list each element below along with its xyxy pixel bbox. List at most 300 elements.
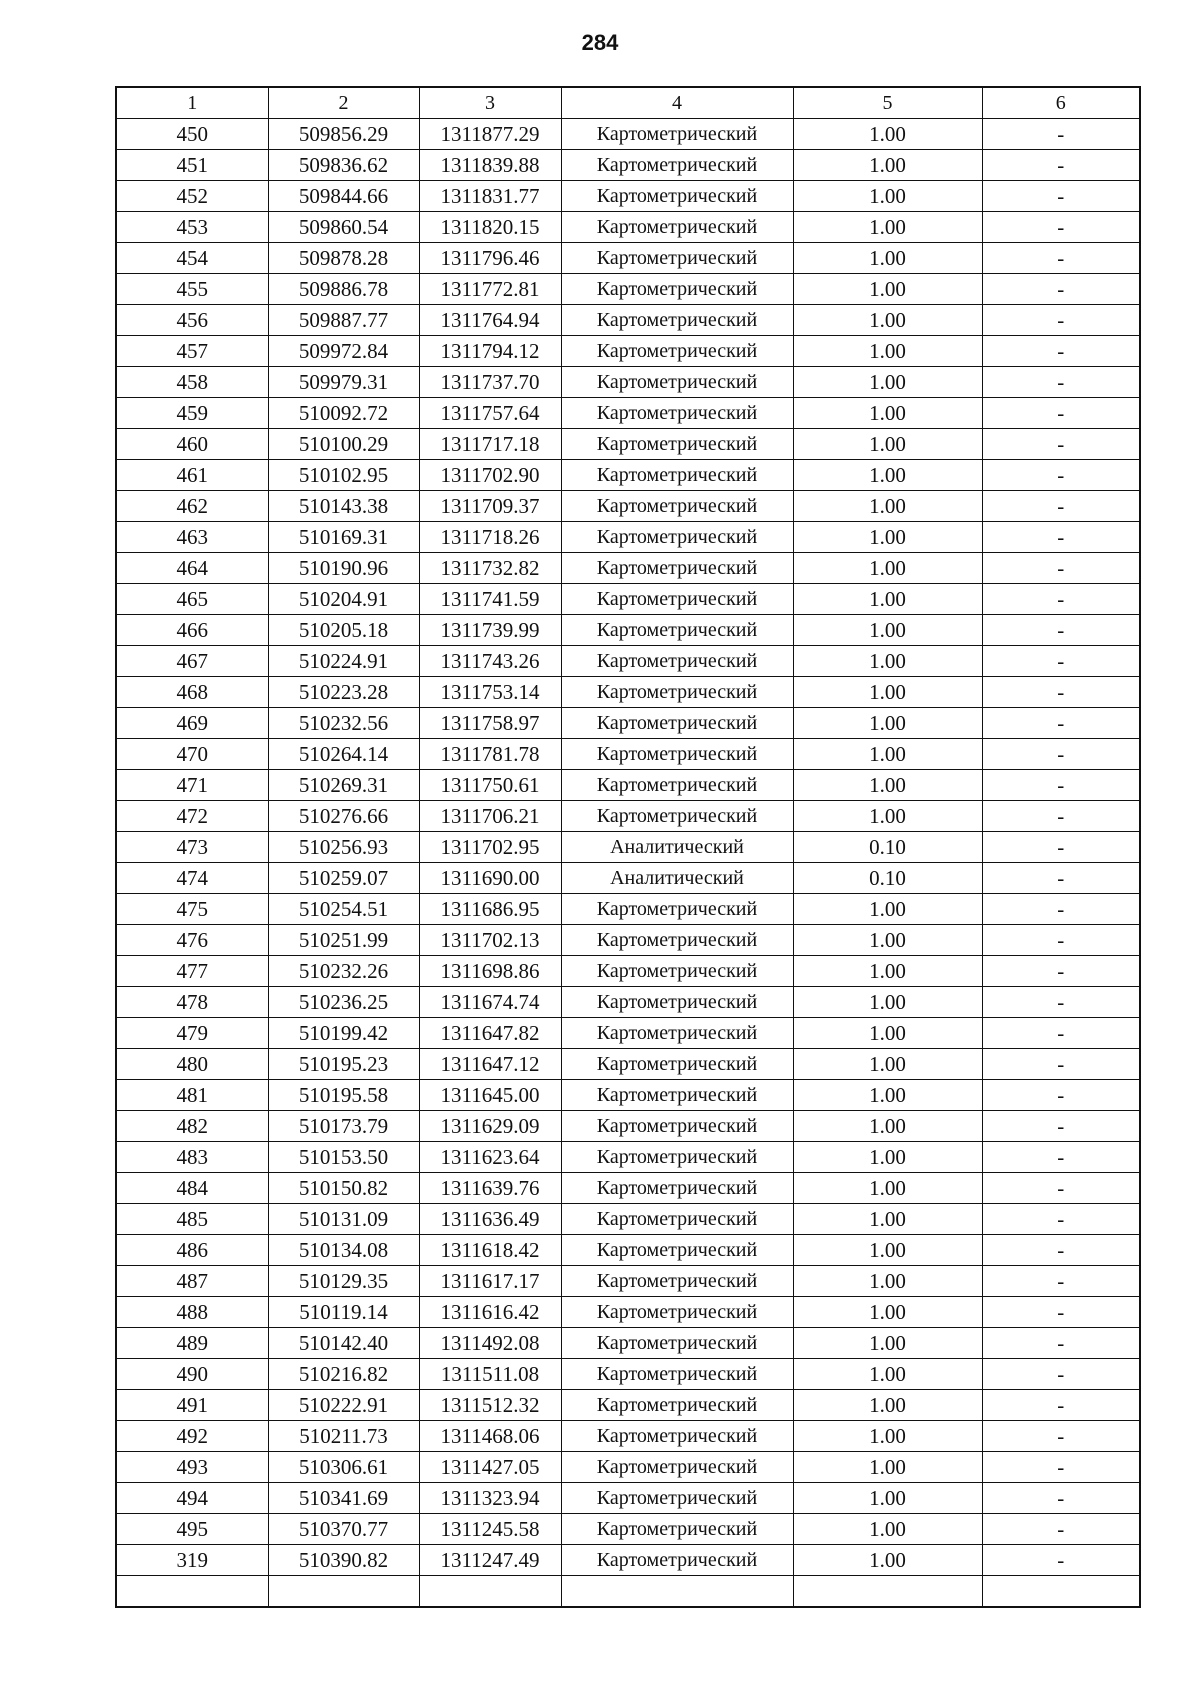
y-coordinate-cell: 1311686.95 — [419, 894, 561, 925]
method-cell: Картометрический — [561, 1483, 793, 1514]
table-row — [116, 367, 1140, 398]
y-coordinate-cell: 1311690.00 — [419, 863, 561, 894]
y-coordinate-cell: 1311468.06 — [419, 1421, 561, 1452]
accuracy-cell: 1.00 — [793, 956, 982, 987]
y-coordinate-cell: 1311757.64 — [419, 398, 561, 429]
y-coordinate-cell: 1311623.64 — [419, 1142, 561, 1173]
y-coordinate-cell: 1311772.81 — [419, 274, 561, 305]
point-number-cell: 464 — [116, 553, 268, 584]
point-number-cell: 465 — [116, 584, 268, 615]
method-cell: Картометрический — [561, 584, 793, 615]
y-coordinate-cell: 1311247.49 — [419, 1545, 561, 1576]
point-number-cell: 319 — [116, 1545, 268, 1576]
table-row — [116, 460, 1140, 491]
note-cell: - — [982, 1328, 1140, 1359]
y-coordinate-cell: 1311639.76 — [419, 1173, 561, 1204]
x-coordinate-cell: 509836.62 — [268, 150, 419, 181]
column-header-4: 4 — [561, 87, 793, 119]
table-row — [116, 1328, 1140, 1359]
x-coordinate-cell: 509878.28 — [268, 243, 419, 274]
method-cell — [561, 1576, 793, 1608]
point-number-cell: 470 — [116, 739, 268, 770]
note-cell: - — [982, 1111, 1140, 1142]
x-coordinate-cell: 510276.66 — [268, 801, 419, 832]
method-cell: Картометрический — [561, 305, 793, 336]
note-cell: - — [982, 150, 1140, 181]
y-coordinate-cell: 1311617.17 — [419, 1266, 561, 1297]
note-cell: - — [982, 1266, 1140, 1297]
method-cell: Картометрический — [561, 119, 793, 150]
note-cell: - — [982, 491, 1140, 522]
table-row — [116, 212, 1140, 243]
note-cell: - — [982, 1390, 1140, 1421]
point-number-cell: 466 — [116, 615, 268, 646]
point-number-cell: 469 — [116, 708, 268, 739]
note-cell: - — [982, 956, 1140, 987]
point-number-cell: 467 — [116, 646, 268, 677]
y-coordinate-cell: 1311717.18 — [419, 429, 561, 460]
note-cell: - — [982, 708, 1140, 739]
table-row — [116, 1514, 1140, 1545]
y-coordinate-cell: 1311427.05 — [419, 1452, 561, 1483]
note-cell: - — [982, 212, 1140, 243]
method-cell: Картометрический — [561, 150, 793, 181]
accuracy-cell: 1.00 — [793, 1514, 982, 1545]
table-row — [116, 1049, 1140, 1080]
table-row — [116, 584, 1140, 615]
table-body — [116, 119, 1140, 1608]
x-coordinate-cell — [268, 1576, 419, 1608]
x-coordinate-cell: 510199.42 — [268, 1018, 419, 1049]
point-number-cell: 478 — [116, 987, 268, 1018]
point-number-cell: 468 — [116, 677, 268, 708]
accuracy-cell: 1.00 — [793, 1328, 982, 1359]
table-row — [116, 1390, 1140, 1421]
accuracy-cell: 1.00 — [793, 615, 982, 646]
point-number-cell: 485 — [116, 1204, 268, 1235]
y-coordinate-cell: 1311706.21 — [419, 801, 561, 832]
accuracy-cell: 1.00 — [793, 894, 982, 925]
table-row — [116, 925, 1140, 956]
accuracy-cell: 0.10 — [793, 832, 982, 863]
note-cell: - — [982, 1483, 1140, 1514]
y-coordinate-cell: 1311511.08 — [419, 1359, 561, 1390]
column-header-3: 3 — [419, 87, 561, 119]
x-coordinate-cell: 510119.14 — [268, 1297, 419, 1328]
y-coordinate-cell: 1311702.13 — [419, 925, 561, 956]
y-coordinate-cell: 1311764.94 — [419, 305, 561, 336]
note-cell: - — [982, 1049, 1140, 1080]
method-cell: Картометрический — [561, 212, 793, 243]
y-coordinate-cell: 1311245.58 — [419, 1514, 561, 1545]
x-coordinate-cell: 510102.95 — [268, 460, 419, 491]
y-coordinate-cell: 1311820.15 — [419, 212, 561, 243]
accuracy-cell: 1.00 — [793, 305, 982, 336]
method-cell: Картометрический — [561, 274, 793, 305]
table-row — [116, 1421, 1140, 1452]
note-cell: - — [982, 522, 1140, 553]
table-row — [116, 398, 1140, 429]
accuracy-cell: 1.00 — [793, 460, 982, 491]
y-coordinate-cell: 1311702.90 — [419, 460, 561, 491]
note-cell: - — [982, 1514, 1140, 1545]
method-cell: Картометрический — [561, 801, 793, 832]
table-row — [116, 770, 1140, 801]
coordinates-table — [115, 86, 1141, 1608]
accuracy-cell: 1.00 — [793, 739, 982, 770]
x-coordinate-cell: 510092.72 — [268, 398, 419, 429]
accuracy-cell — [793, 1576, 982, 1608]
method-cell: Картометрический — [561, 1545, 793, 1576]
table-row — [116, 615, 1140, 646]
method-cell: Картометрический — [561, 1390, 793, 1421]
point-number-cell: 463 — [116, 522, 268, 553]
y-coordinate-cell: 1311674.74 — [419, 987, 561, 1018]
x-coordinate-cell: 510195.58 — [268, 1080, 419, 1111]
y-coordinate-cell: 1311831.77 — [419, 181, 561, 212]
accuracy-cell: 1.00 — [793, 1452, 982, 1483]
table-row — [116, 1359, 1140, 1390]
accuracy-cell: 1.00 — [793, 801, 982, 832]
point-number-cell: 455 — [116, 274, 268, 305]
table-row — [116, 181, 1140, 212]
method-cell: Картометрический — [561, 1328, 793, 1359]
x-coordinate-cell: 510150.82 — [268, 1173, 419, 1204]
y-coordinate-cell: 1311492.08 — [419, 1328, 561, 1359]
method-cell: Картометрический — [561, 1142, 793, 1173]
y-coordinate-cell: 1311839.88 — [419, 150, 561, 181]
accuracy-cell: 1.00 — [793, 925, 982, 956]
x-coordinate-cell: 510254.51 — [268, 894, 419, 925]
note-cell: - — [982, 1080, 1140, 1111]
point-number-cell: 479 — [116, 1018, 268, 1049]
note-cell: - — [982, 646, 1140, 677]
method-cell: Картометрический — [561, 1514, 793, 1545]
accuracy-cell: 1.00 — [793, 1297, 982, 1328]
y-coordinate-cell: 1311796.46 — [419, 243, 561, 274]
point-number-cell: 458 — [116, 367, 268, 398]
table-row — [116, 1545, 1140, 1576]
x-coordinate-cell: 509844.66 — [268, 181, 419, 212]
note-cell: - — [982, 1452, 1140, 1483]
note-cell: - — [982, 894, 1140, 925]
note-cell: - — [982, 1204, 1140, 1235]
method-cell: Картометрический — [561, 243, 793, 274]
table-row — [116, 553, 1140, 584]
accuracy-cell: 1.00 — [793, 1266, 982, 1297]
note-cell: - — [982, 1142, 1140, 1173]
table-row — [116, 708, 1140, 739]
point-number-cell: 491 — [116, 1390, 268, 1421]
method-cell: Аналитический — [561, 832, 793, 863]
method-cell: Картометрический — [561, 1359, 793, 1390]
y-coordinate-cell: 1311647.12 — [419, 1049, 561, 1080]
point-number-cell: 451 — [116, 150, 268, 181]
x-coordinate-cell: 510269.31 — [268, 770, 419, 801]
point-number-cell: 454 — [116, 243, 268, 274]
accuracy-cell: 1.00 — [793, 708, 982, 739]
method-cell: Картометрический — [561, 1452, 793, 1483]
x-coordinate-cell: 510131.09 — [268, 1204, 419, 1235]
point-number-cell: 484 — [116, 1173, 268, 1204]
method-cell: Картометрический — [561, 398, 793, 429]
method-cell: Картометрический — [561, 925, 793, 956]
table-row — [116, 305, 1140, 336]
accuracy-cell: 1.00 — [793, 1173, 982, 1204]
x-coordinate-cell: 510169.31 — [268, 522, 419, 553]
accuracy-cell: 1.00 — [793, 1390, 982, 1421]
point-number-cell: 450 — [116, 119, 268, 150]
method-cell: Картометрический — [561, 1421, 793, 1452]
coordinates-table-container — [115, 86, 1139, 1608]
method-cell: Картометрический — [561, 1266, 793, 1297]
x-coordinate-cell: 510251.99 — [268, 925, 419, 956]
accuracy-cell: 1.00 — [793, 770, 982, 801]
table-row — [116, 150, 1140, 181]
note-cell: - — [982, 1235, 1140, 1266]
x-coordinate-cell: 509887.77 — [268, 305, 419, 336]
x-coordinate-cell: 510236.25 — [268, 987, 419, 1018]
x-coordinate-cell: 510223.28 — [268, 677, 419, 708]
x-coordinate-cell: 510259.07 — [268, 863, 419, 894]
x-coordinate-cell: 510142.40 — [268, 1328, 419, 1359]
point-number-cell: 452 — [116, 181, 268, 212]
method-cell: Картометрический — [561, 894, 793, 925]
point-number-cell: 471 — [116, 770, 268, 801]
page-number: 284 — [581, 30, 619, 55]
table-row — [116, 739, 1140, 770]
note-cell: - — [982, 336, 1140, 367]
accuracy-cell: 1.00 — [793, 1111, 982, 1142]
point-number-cell: 475 — [116, 894, 268, 925]
note-cell: - — [982, 615, 1140, 646]
method-cell: Картометрический — [561, 677, 793, 708]
column-header-6: 6 — [982, 87, 1140, 119]
accuracy-cell: 1.00 — [793, 336, 982, 367]
accuracy-cell: 1.00 — [793, 119, 982, 150]
x-coordinate-cell: 510134.08 — [268, 1235, 419, 1266]
table-row — [116, 1080, 1140, 1111]
note-cell: - — [982, 1018, 1140, 1049]
note-cell: - — [982, 398, 1140, 429]
point-number-cell: 462 — [116, 491, 268, 522]
accuracy-cell: 1.00 — [793, 274, 982, 305]
method-cell: Картометрический — [561, 181, 793, 212]
accuracy-cell: 1.00 — [793, 1483, 982, 1514]
y-coordinate-cell: 1311616.42 — [419, 1297, 561, 1328]
y-coordinate-cell: 1311323.94 — [419, 1483, 561, 1514]
y-coordinate-cell: 1311512.32 — [419, 1390, 561, 1421]
method-cell: Картометрический — [561, 1018, 793, 1049]
note-cell: - — [982, 987, 1140, 1018]
accuracy-cell: 1.00 — [793, 491, 982, 522]
x-coordinate-cell: 510390.82 — [268, 1545, 419, 1576]
accuracy-cell: 0.10 — [793, 863, 982, 894]
method-cell: Картометрический — [561, 1049, 793, 1080]
y-coordinate-cell: 1311732.82 — [419, 553, 561, 584]
point-number-cell: 488 — [116, 1297, 268, 1328]
point-number-cell — [116, 1576, 268, 1608]
accuracy-cell: 1.00 — [793, 367, 982, 398]
accuracy-cell: 1.00 — [793, 243, 982, 274]
note-cell: - — [982, 739, 1140, 770]
table-row — [116, 1266, 1140, 1297]
note-cell: - — [982, 367, 1140, 398]
accuracy-cell: 1.00 — [793, 1204, 982, 1235]
point-number-cell: 456 — [116, 305, 268, 336]
note-cell: - — [982, 460, 1140, 491]
note-cell: - — [982, 863, 1140, 894]
y-coordinate-cell: 1311758.97 — [419, 708, 561, 739]
table-row — [116, 522, 1140, 553]
note-cell — [982, 1576, 1140, 1608]
method-cell: Картометрический — [561, 646, 793, 677]
accuracy-cell: 1.00 — [793, 987, 982, 1018]
table-row — [116, 243, 1140, 274]
x-coordinate-cell: 510256.93 — [268, 832, 419, 863]
accuracy-cell: 1.00 — [793, 553, 982, 584]
y-coordinate-cell: 1311636.49 — [419, 1204, 561, 1235]
y-coordinate-cell: 1311743.26 — [419, 646, 561, 677]
method-cell: Картометрический — [561, 708, 793, 739]
x-coordinate-cell: 510100.29 — [268, 429, 419, 460]
x-coordinate-cell: 510232.56 — [268, 708, 419, 739]
x-coordinate-cell: 509972.84 — [268, 336, 419, 367]
method-cell: Картометрический — [561, 1297, 793, 1328]
x-coordinate-cell: 509979.31 — [268, 367, 419, 398]
note-cell: - — [982, 119, 1140, 150]
point-number-cell: 482 — [116, 1111, 268, 1142]
x-coordinate-cell: 510195.23 — [268, 1049, 419, 1080]
table-row — [116, 894, 1140, 925]
y-coordinate-cell: 1311753.14 — [419, 677, 561, 708]
point-number-cell: 486 — [116, 1235, 268, 1266]
x-coordinate-cell: 510173.79 — [268, 1111, 419, 1142]
method-cell: Картометрический — [561, 739, 793, 770]
note-cell: - — [982, 1359, 1140, 1390]
point-number-cell: 494 — [116, 1483, 268, 1514]
y-coordinate-cell: 1311781.78 — [419, 739, 561, 770]
point-number-cell: 473 — [116, 832, 268, 863]
accuracy-cell: 1.00 — [793, 429, 982, 460]
y-coordinate-cell: 1311647.82 — [419, 1018, 561, 1049]
accuracy-cell: 1.00 — [793, 150, 982, 181]
x-coordinate-cell: 510211.73 — [268, 1421, 419, 1452]
point-number-cell: 483 — [116, 1142, 268, 1173]
x-coordinate-cell: 510306.61 — [268, 1452, 419, 1483]
table-row — [116, 1173, 1140, 1204]
column-header-5: 5 — [793, 87, 982, 119]
y-coordinate-cell: 1311739.99 — [419, 615, 561, 646]
x-coordinate-cell: 510222.91 — [268, 1390, 419, 1421]
note-cell: - — [982, 770, 1140, 801]
x-coordinate-cell: 510341.69 — [268, 1483, 419, 1514]
note-cell: - — [982, 1173, 1140, 1204]
method-cell: Картометрический — [561, 429, 793, 460]
x-coordinate-cell: 510264.14 — [268, 739, 419, 770]
y-coordinate-cell: 1311629.09 — [419, 1111, 561, 1142]
column-header-1: 1 — [116, 87, 268, 119]
note-cell: - — [982, 181, 1140, 212]
table-row — [116, 1483, 1140, 1514]
table-row — [116, 1018, 1140, 1049]
y-coordinate-cell: 1311794.12 — [419, 336, 561, 367]
point-number-cell: 492 — [116, 1421, 268, 1452]
x-coordinate-cell: 510224.91 — [268, 646, 419, 677]
table-row — [116, 863, 1140, 894]
accuracy-cell: 1.00 — [793, 1049, 982, 1080]
point-number-cell: 481 — [116, 1080, 268, 1111]
accuracy-cell: 1.00 — [793, 1235, 982, 1266]
x-coordinate-cell: 510190.96 — [268, 553, 419, 584]
point-number-cell: 487 — [116, 1266, 268, 1297]
accuracy-cell: 1.00 — [793, 646, 982, 677]
accuracy-cell: 1.00 — [793, 1545, 982, 1576]
table-row — [116, 1576, 1140, 1608]
table-row — [116, 1111, 1140, 1142]
table-row — [116, 336, 1140, 367]
accuracy-cell: 1.00 — [793, 181, 982, 212]
table-row — [116, 1297, 1140, 1328]
note-cell: - — [982, 305, 1140, 336]
table-header-row — [116, 87, 1140, 119]
x-coordinate-cell: 510153.50 — [268, 1142, 419, 1173]
table-row — [116, 677, 1140, 708]
y-coordinate-cell: 1311698.86 — [419, 956, 561, 987]
y-coordinate-cell: 1311645.00 — [419, 1080, 561, 1111]
x-coordinate-cell: 510232.26 — [268, 956, 419, 987]
table-row — [116, 646, 1140, 677]
method-cell: Картометрический — [561, 553, 793, 584]
note-cell: - — [982, 274, 1140, 305]
table-row — [116, 491, 1140, 522]
note-cell: - — [982, 553, 1140, 584]
point-number-cell: 459 — [116, 398, 268, 429]
table-row — [116, 801, 1140, 832]
y-coordinate-cell: 1311618.42 — [419, 1235, 561, 1266]
note-cell: - — [982, 584, 1140, 615]
point-number-cell: 489 — [116, 1328, 268, 1359]
x-coordinate-cell: 510370.77 — [268, 1514, 419, 1545]
note-cell: - — [982, 1421, 1140, 1452]
method-cell: Картометрический — [561, 522, 793, 553]
method-cell: Картометрический — [561, 336, 793, 367]
x-coordinate-cell: 510129.35 — [268, 1266, 419, 1297]
note-cell: - — [982, 925, 1140, 956]
y-coordinate-cell: 1311741.59 — [419, 584, 561, 615]
note-cell: - — [982, 1297, 1140, 1328]
point-number-cell: 490 — [116, 1359, 268, 1390]
accuracy-cell: 1.00 — [793, 398, 982, 429]
table-row — [116, 274, 1140, 305]
table-row — [116, 956, 1140, 987]
method-cell: Картометрический — [561, 1235, 793, 1266]
x-coordinate-cell: 510143.38 — [268, 491, 419, 522]
table-row — [116, 429, 1140, 460]
x-coordinate-cell: 509856.29 — [268, 119, 419, 150]
column-header-2: 2 — [268, 87, 419, 119]
accuracy-cell: 1.00 — [793, 677, 982, 708]
note-cell: - — [982, 243, 1140, 274]
accuracy-cell: 1.00 — [793, 212, 982, 243]
y-coordinate-cell: 1311737.70 — [419, 367, 561, 398]
y-coordinate-cell: 1311718.26 — [419, 522, 561, 553]
method-cell: Картометрический — [561, 1111, 793, 1142]
table-row — [116, 987, 1140, 1018]
accuracy-cell: 1.00 — [793, 522, 982, 553]
x-coordinate-cell: 510216.82 — [268, 1359, 419, 1390]
point-number-cell: 495 — [116, 1514, 268, 1545]
